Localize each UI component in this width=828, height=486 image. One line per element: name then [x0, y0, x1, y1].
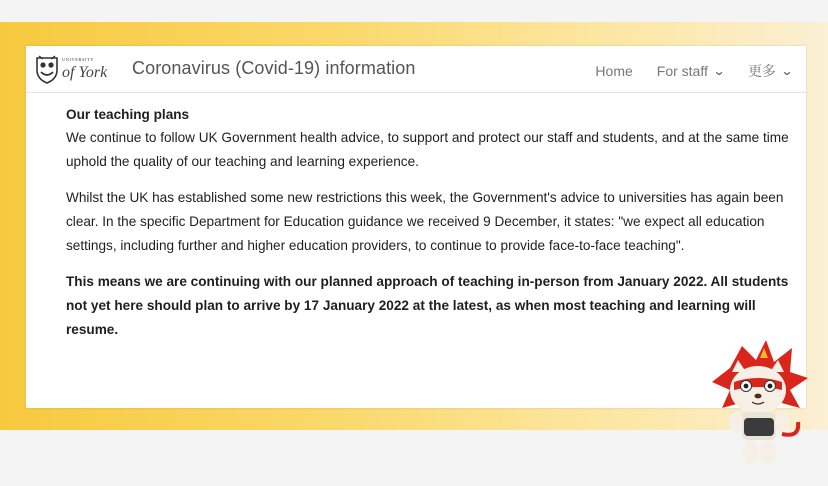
wordmark-text: of York: [62, 63, 108, 81]
main-navigation: [595, 61, 792, 81]
nav-home[interactable]: [595, 61, 632, 81]
nav-more-label: 更多: [747, 63, 776, 79]
nav-more[interactable]: [748, 61, 792, 81]
university-crest-icon[interactable]: [34, 54, 60, 84]
wordmark-small-text: UNIVERSITY: [62, 57, 94, 62]
chevron-down-icon: ⌄: [780, 64, 794, 78]
paragraph-1: We continue to follow UK Government health advice, to support and protect our staff and students, and at the same time uphold the quality of our teaching and learning experience.: [66, 130, 789, 169]
paragraph-3: This means we are continuing with our planned approach of teaching in-person from January 2022. All students not yet here should plan to arrive by 17 January 2022 at the latest, as when most teaching and learning will resume.: [66, 274, 789, 337]
section-heading: Our teaching plans: [66, 107, 190, 122]
article-content: [26, 93, 806, 342]
site-header: [26, 46, 806, 93]
nav-for-staff[interactable]: [657, 61, 724, 81]
lion-mascot-image: [704, 338, 816, 468]
nav-home-label: Home: [595, 63, 633, 79]
nav-for-staff-label: For staff: [656, 63, 708, 79]
site-title[interactable]: Coronavirus (Covid-19) information: [132, 58, 416, 78]
university-wordmark[interactable]: [62, 54, 112, 84]
chevron-down-icon: ⌄: [712, 64, 726, 78]
webpage-card: [26, 46, 806, 408]
paragraph-2: Whilst the UK has established some new restrictions this week, the Government's advice to universities has again been clear. In the specific Department for Education guidance we received 9 December, it states: "we expect all education settings, including further and higher education providers, to continue to provide face-to-face teaching".: [66, 190, 784, 253]
